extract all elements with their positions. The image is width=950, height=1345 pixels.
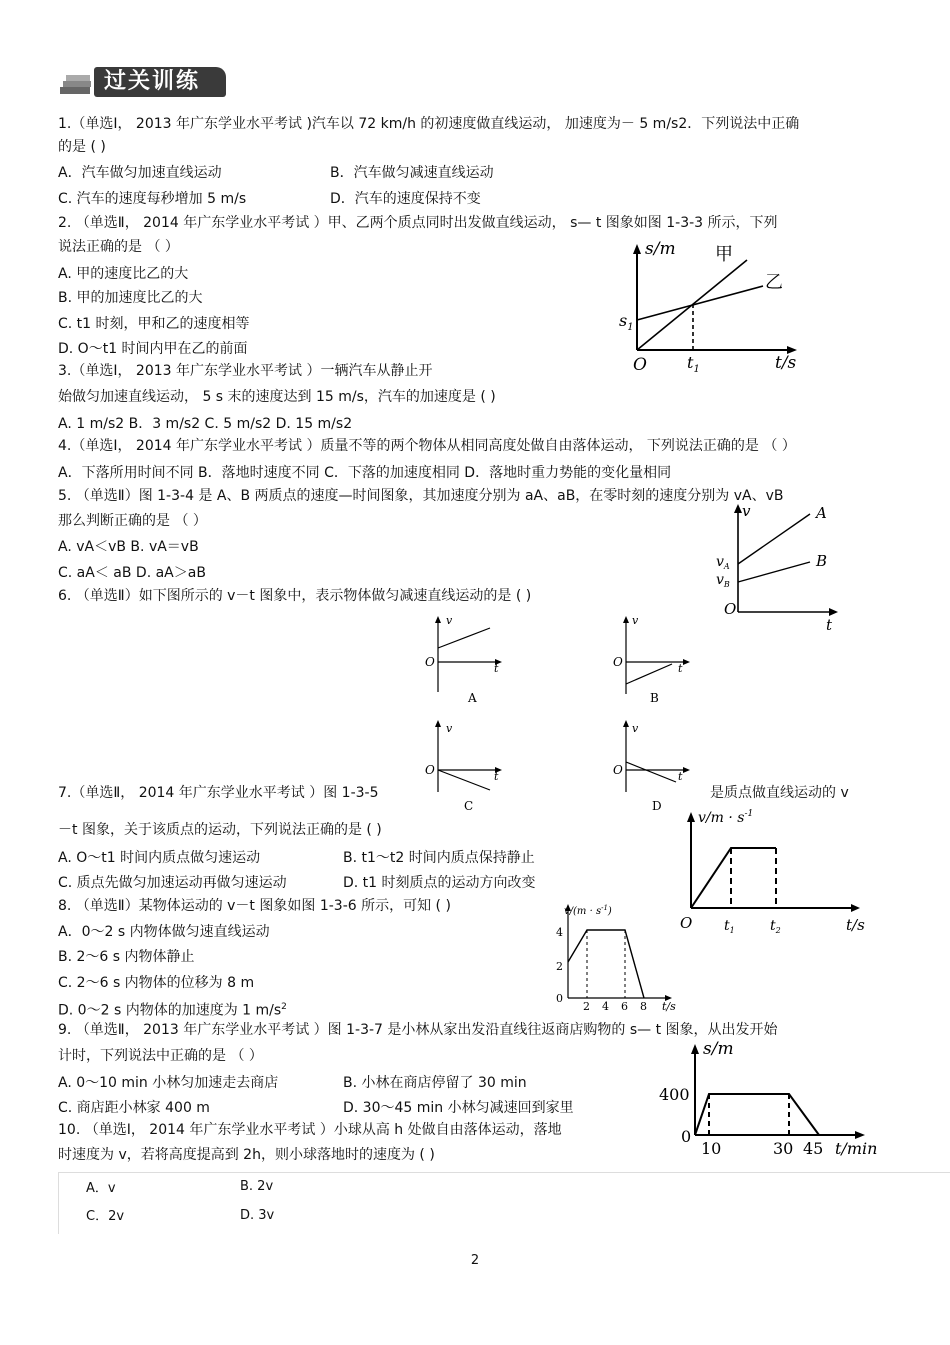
q10-option-c: C．2v [86,1209,125,1224]
origin-label: O [613,655,623,669]
y-axis-label: $v/m \cdot s^{-1}$ [698,809,754,826]
q3-stem-2: 始做匀加速直线运动， 5 s 末的速度达到 15 m/s，汽车的加速度是 ( ) [58,389,496,405]
graph-line [438,628,490,648]
q10-option-b: B. 2v [240,1179,274,1194]
y-tick-0: 0 [556,992,563,1005]
q7-option-a: A. O～t1 时间内质点做匀速运动 [58,850,261,866]
v-label: v [446,722,453,735]
b-label: B [816,552,828,570]
q1-stem: 1.（单选Ⅰ， 2013 年广东学业水平考试 )汽车以 72 km/h 的初速度做直线运动， 加速度为－ 5 m/s2．下列说法中正确 [58,116,800,132]
q9-option-a: A. 0～10 min 小林匀加速走去商店 [58,1075,279,1091]
q6-stem: 6. （单选Ⅱ）如下图所示的 v－t 图象中，表示物体做匀减速直线运动的是 ( ) [58,588,532,604]
origin-label: O [613,763,623,777]
graph-line [438,770,490,790]
q4-stem: 4.（单选Ⅰ， 2014 年广东学业水平考试 ）质量不等的两个物体从相同高度处做自由落体运动， 下列说法正确的是 （ ） [58,438,796,454]
y-axis-arrow [691,1044,699,1054]
y-axis-arrow [623,720,629,727]
x-axis-arrow [855,1131,865,1139]
q8-stem: 8. （单选Ⅱ）某物体运动的 v－t 图象如图 1-3-6 所示，可知 ( ) [58,898,451,914]
v-label: v [632,614,639,627]
q1-option-d: D．汽车的速度保持不变 [330,191,481,207]
option-label: D [652,799,662,813]
origin-label: O [633,355,647,375]
va-label: $v_A$ [716,554,730,571]
q7-stem-2: －t 图象，关于该质点的运动，下列说法正确的是 ( ) [58,822,382,838]
q10-stem-2: 时速度为 v，若将高度提高到 2h，则小球落地时的速度为 ( ) [58,1147,435,1163]
q10-stem: 10. （单选Ⅰ， 2014 年广东学业水平考试 ）小球从高 h 处做自由落体运动，落地 [58,1122,562,1138]
q2-option-b: B. 甲的加速度比乙的大 [58,290,203,306]
y-tick-400: 400 [659,1085,690,1104]
yi-label: 乙 [765,272,783,293]
x-axis-label: t/s [846,916,865,934]
x-axis-label: t/s [662,1000,676,1013]
t-label: t [678,662,683,675]
x-axis-arrow [683,659,690,665]
q7-option-d: D. t1 时刻质点的运动方向改变 [343,875,536,891]
q2-stem-2: 说法正确的是 （ ） [58,239,179,255]
t-label: t [678,770,683,783]
t1-label: $t_1$ [687,353,700,375]
x-axis-arrow [851,904,860,912]
line-b [738,562,810,582]
a-label: A [816,504,827,522]
q2-stem: 2. （单选Ⅱ， 2014 年广东学业水平考试 ）甲、乙两个质点同时出发做直线运动， s— t 图象如图 1-3-3 所示，下列 [58,215,778,231]
figure-6b [600,614,690,706]
line-a [738,514,810,564]
x-tick-45: 45 [803,1139,824,1158]
q7-stem: 7.（单选Ⅱ， 2014 年广东学业水平考试 ）图 1-3-5 [58,785,379,801]
q2-option-a: A. 甲的速度比乙的大 [58,266,189,282]
figure-1-3-6 [550,900,693,1015]
y-axis-arrow [435,616,441,623]
q5-stem-2: 那么判断正确的是 （ ） [58,513,207,529]
t-label: t [494,770,499,783]
q4-options: A．下落所用时间不同 B．落地时速度不同 C．下落的加速度相同 D．落地时重力势能的变化量相同 [58,465,672,481]
figure-6c [420,718,510,816]
q7-stem-right: 是质点做直线运动的 v [710,785,849,801]
page-number: 2 [470,1253,480,1268]
y-axis-arrow [623,616,629,623]
vb-label: $v_B$ [716,572,730,589]
y-axis-label: $v/(m \cdot s^{-1})$ [564,904,612,917]
option-label: B [650,691,659,705]
q7-option-b: B. t1～t2 时间内质点保持静止 [343,850,535,866]
graph-line [626,762,676,782]
q7-option-c: C. 质点先做匀加速运动再做匀速运动 [58,875,287,891]
q5-options-cd: C. aA＜ aB D. aA＞aB [58,565,206,581]
figure-1-3-4 [712,500,852,635]
x-tick-2: 2 [583,1000,590,1013]
v-label: v [632,722,639,735]
graph-line [626,664,672,684]
q2-option-d: D. O～t1 时间内甲在乙的前面 [58,341,248,357]
origin-label: O [425,655,435,669]
figure-6a [420,614,510,706]
y-axis-label: s/m [645,239,676,259]
q2-option-c: C. t1 时刻，甲和乙的速度相等 [58,316,250,332]
q5-options-ab: A. vA＜vB B. vA＝vB [58,539,199,555]
q8-option-a: A．0～2 s 内物体做匀速直线运动 [58,924,270,940]
velocity-line [691,848,776,908]
q8-option-d: D. 0～2 s 内物体的加速度为 1 $m/s^2$ [58,1002,287,1019]
q10-option-a: A．v [86,1181,116,1196]
section-banner [58,67,228,99]
q5-stem: 5. （单选Ⅱ）图 1-3-4 是 A、B 两质点的速度—时间图象，其加速度分别为 aA、aB，在零时刻的速度分别为 vA、vB [58,488,784,504]
y-axis-arrow [687,812,695,822]
figure-1-3-7 [655,1038,885,1163]
x-axis-arrow [683,767,690,773]
q9-option-c: C. 商店距小林家 400 m [58,1100,210,1116]
jia-label: 甲 [715,244,733,265]
q1-stem-2: 的是 ( ) [58,139,106,155]
y-axis-label: v [742,502,751,520]
option-label: A [468,691,477,705]
q1-option-c: C. 汽车的速度每秒增加 5 m/s [58,191,247,207]
origin-label: O [680,914,693,932]
figure-1-3-5 [676,800,876,938]
q1-option-a: A．汽车做匀加速直线运动 [58,165,222,181]
banner-title: 过关训练 [104,69,201,94]
q8-option-b: B. 2～6 s 内物体静止 [58,949,195,965]
y-tick-4: 4 [556,926,563,939]
x-axis-label: t/min [835,1139,878,1158]
q1-option-b: B．汽车做匀减速直线运动 [330,165,494,181]
y-axis-arrow [435,720,441,727]
q10-option-d: D. 3v [240,1208,275,1223]
y-axis-label: s/m [703,1039,734,1059]
x-axis-label: t [826,616,833,634]
t-label: t [494,662,499,675]
line-yi [637,286,763,320]
t2-label: $t_2$ [770,918,781,935]
q3-options: A. 1 m/s2 B．3 m/s2 C. 5 m/s2 D. 15 m/s2 [58,416,353,432]
figure-1-3-3 [615,238,805,378]
q9-option-d: D. 30～45 min 小林匀减速回到家里 [343,1100,574,1116]
q8-option-c: C. 2～6 s 内物体的位移为 8 m [58,975,255,991]
x-tick-10: 10 [701,1139,722,1158]
y-tick-2: 2 [556,960,563,973]
x-axis-label: t/s [775,353,797,373]
q9-stem-2: 计时，下列说法中正确的是 （ ） [58,1048,263,1064]
s1-label: $s_1$ [619,311,634,333]
x-tick-4: 4 [602,1000,609,1013]
option-label: C [464,799,474,813]
y-axis-arrow [633,244,641,254]
t1-label: $t_1$ [724,918,735,935]
section-divider [58,1172,950,1173]
books-icon [58,73,96,97]
y-tick-0: 0 [681,1127,692,1146]
q9-stem: 9. （单选Ⅱ， 2013 年广东学业水平考试 ）图 1-3-7 是小林从家出发沿直线往返商店购物的 s— t 图象，从出发开始 [58,1022,778,1038]
y-axis-arrow [734,504,742,513]
q3-stem: 3.（单选Ⅰ， 2013 年广东学业水平考试 ）一辆汽车从静止开 [58,363,433,379]
x-axis-arrow [829,608,838,616]
section-divider-left [58,1172,59,1234]
origin-label: O [724,600,737,618]
v-label: v [446,614,453,627]
q9-option-b: B. 小林在商店停留了 30 min [343,1075,527,1091]
velocity-line [568,930,644,998]
x-tick-30: 30 [773,1139,794,1158]
x-tick-8: 8 [640,1000,647,1013]
origin-label: O [425,763,435,777]
position-line [695,1094,819,1135]
x-tick-6: 6 [621,1000,628,1013]
